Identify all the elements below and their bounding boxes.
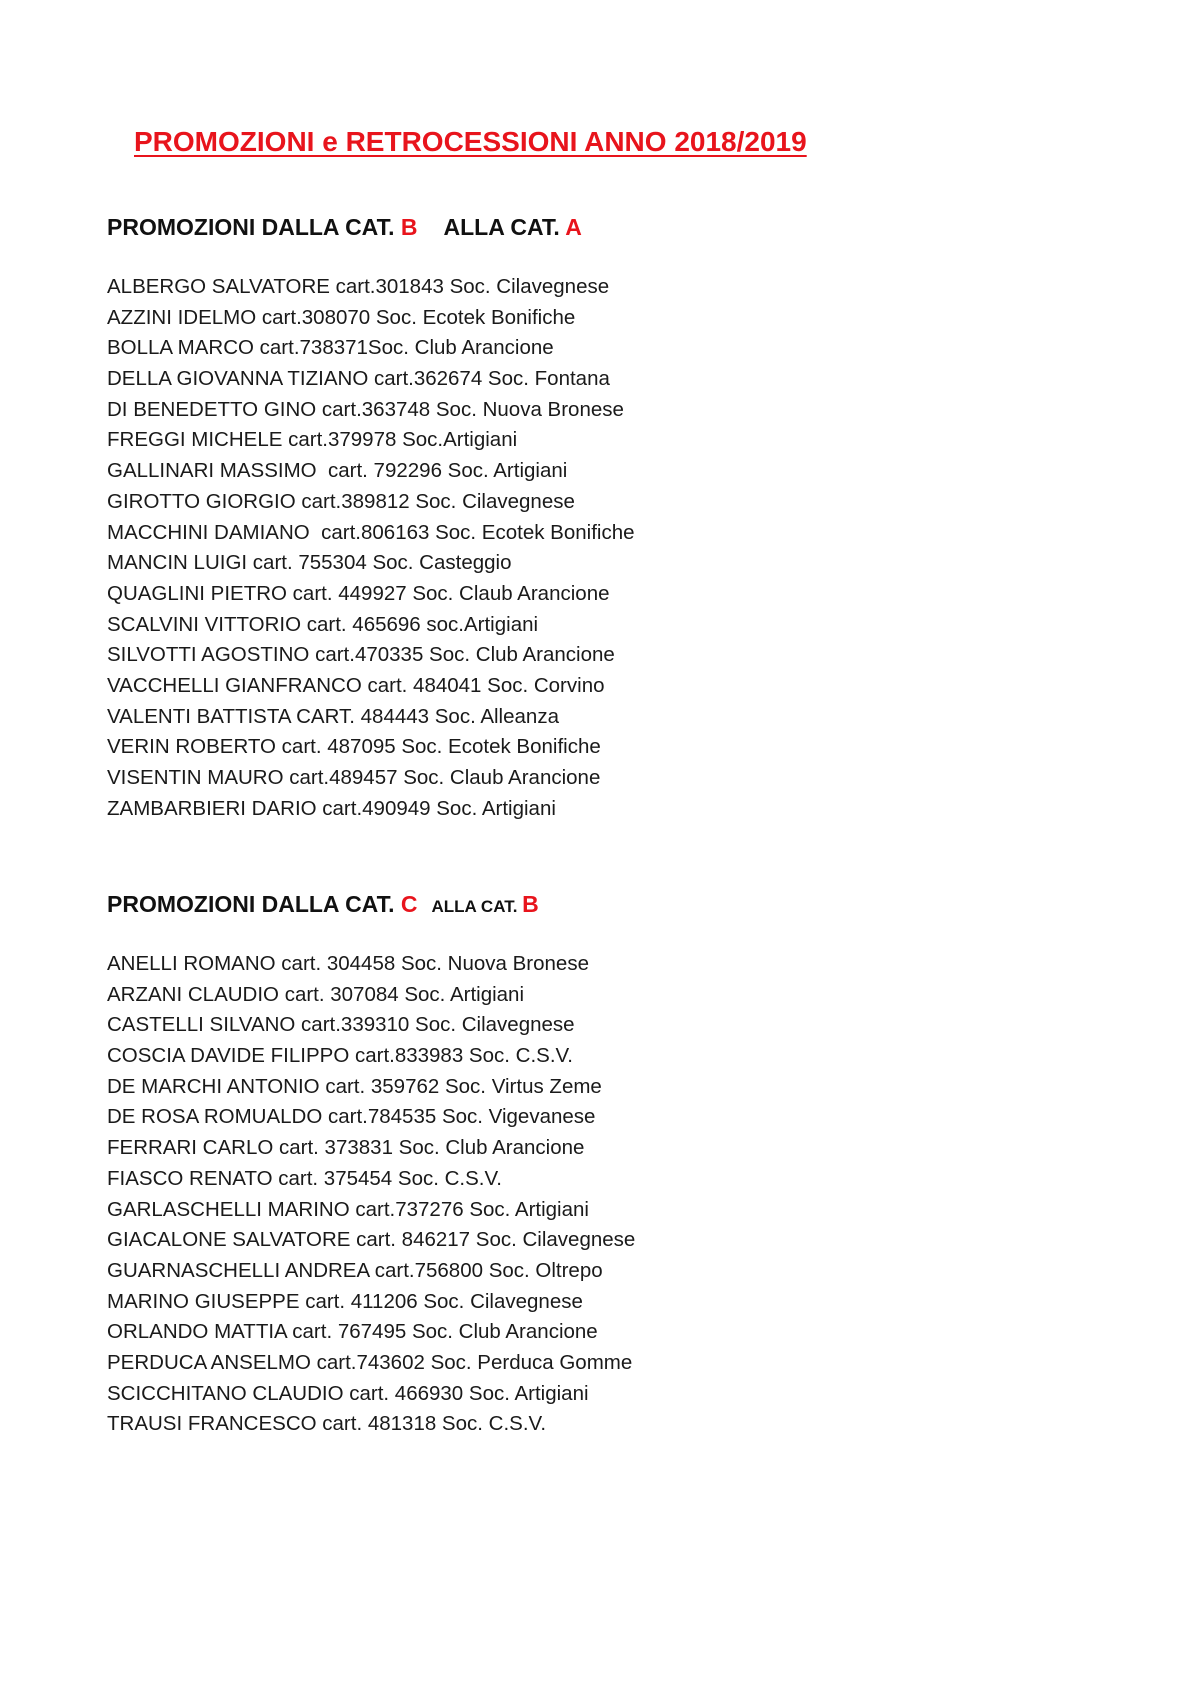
heading-from-category: C xyxy=(400,891,418,917)
list-item: MACCHINI DAMIANO cart.806163 Soc. Ecotek Bonifiche xyxy=(107,520,635,544)
heading-prefix: PROMOZIONI DALLA CAT. xyxy=(107,891,401,917)
list-item: ORLANDO MATTIA cart. 767495 Soc. Club Arancione xyxy=(107,1320,598,1344)
list-item: GARLASCHELLI MARINO cart.737276 Soc. Artigiani xyxy=(107,1197,589,1221)
list-item: SILVOTTI AGOSTINO cart.470335 Soc. Club Arancione xyxy=(107,643,615,667)
list-item: VISENTIN MAURO cart.489457 Soc. Claub Arancione xyxy=(107,766,601,789)
list-item: ANELLI ROMANO cart. 304458 Soc. Nuova Bronese xyxy=(107,952,589,975)
list-item: QUAGLINI PIETRO cart. 449927 Soc. Claub Arancione xyxy=(107,581,610,605)
heading-to-category: B xyxy=(522,891,539,917)
list-item: GIACALONE SALVATORE cart. 846217 Soc. Cilavegnese xyxy=(107,1228,636,1252)
list-item: DE MARCHI ANTONIO cart. 359762 Soc. Virtus Zeme xyxy=(107,1074,602,1098)
list-item: SCALVINI VITTORIO cart. 465696 soc.Artigiani xyxy=(107,612,539,636)
list-item: VERIN ROBERTO cart. 487095 Soc. Ecotek Bonifiche xyxy=(107,735,601,759)
section-heading xyxy=(107,887,635,921)
promotion-list xyxy=(107,272,635,824)
list-item: CASTELLI SILVANO cart.339310 Soc. Cilavegnese xyxy=(107,1013,575,1037)
list-item: FIASCO RENATO cart. 375454 Soc. C.S.V. xyxy=(107,1166,502,1190)
list-item: FERRARI CARLO cart. 373831 Soc. Club Arancione xyxy=(107,1136,585,1160)
list-item: DELLA GIOVANNA TIZIANO cart.362674 Soc. Fontana xyxy=(107,367,610,391)
list-item: VACCHELLI GIANFRANCO cart. 484041 Soc. Corvino xyxy=(107,673,605,697)
heading-from-category: B xyxy=(400,214,418,240)
heading-middle: ALLA CAT. xyxy=(431,897,523,916)
section-c-to-b xyxy=(107,887,635,1440)
list-item: COSCIA DAVIDE FILIPPO cart.833983 Soc. C.S.V. xyxy=(107,1044,574,1068)
heading-middle: ALLA CAT. xyxy=(443,214,566,240)
list-item: ZAMBARBIERI DARIO cart.490949 Soc. Artigiani xyxy=(107,796,556,820)
list-item: GUARNASCHELLI ANDREA cart.756800 Soc. Oltrepo xyxy=(107,1258,603,1282)
list-item: MARINO GIUSEPPE cart. 411206 Soc. Cilavegnese xyxy=(107,1289,583,1313)
list-item: ALBERGO SALVATORE cart.301843 Soc. Cilavegnese xyxy=(107,275,610,298)
document-title: PROMOZIONI e RETROCESSIONI ANNO 2018/2019 xyxy=(134,126,807,157)
list-item: VALENTI BATTISTA CART. 484443 Soc. Alleanza xyxy=(107,704,559,728)
list-item: ARZANI CLAUDIO cart. 307084 Soc. Artigiani xyxy=(107,982,525,1006)
list-item: DI BENEDETTO GINO cart.363748 Soc. Nuova Bronese xyxy=(107,397,624,421)
list-item: AZZINI IDELMO cart.308070 Soc. Ecotek Bonifiche xyxy=(107,305,576,329)
list-item: GALLINARI MASSIMO cart. 792296 Soc. Artigiani xyxy=(107,459,568,483)
list-item: MANCIN LUIGI cart. 755304 Soc. Casteggio xyxy=(107,551,512,575)
list-item: GIROTTO GIORGIO cart.389812 Soc. Cilavegnese xyxy=(107,489,575,513)
section-heading xyxy=(107,210,635,244)
list-item: BOLLA MARCO cart.738371Soc. Club Arancione xyxy=(107,336,554,360)
list-item: SCICCHITANO CLAUDIO cart. 466930 Soc. Artigiani xyxy=(107,1381,589,1405)
heading-to-category: A xyxy=(565,214,582,240)
list-item: PERDUCA ANSELMO cart.743602 Soc. Perduca Gomme xyxy=(107,1350,633,1374)
promotion-list xyxy=(107,949,635,1440)
heading-prefix: PROMOZIONI DALLA CAT. xyxy=(107,214,401,240)
list-item: TRAUSI FRANCESCO cart. 481318 Soc. C.S.V. xyxy=(107,1412,547,1436)
list-item: DE ROSA ROMUALDO cart.784535 Soc. Vigevanese xyxy=(107,1105,596,1129)
section-b-to-a xyxy=(107,210,635,824)
list-item: FREGGI MICHELE cart.379978 Soc.Artigiani xyxy=(107,428,518,452)
